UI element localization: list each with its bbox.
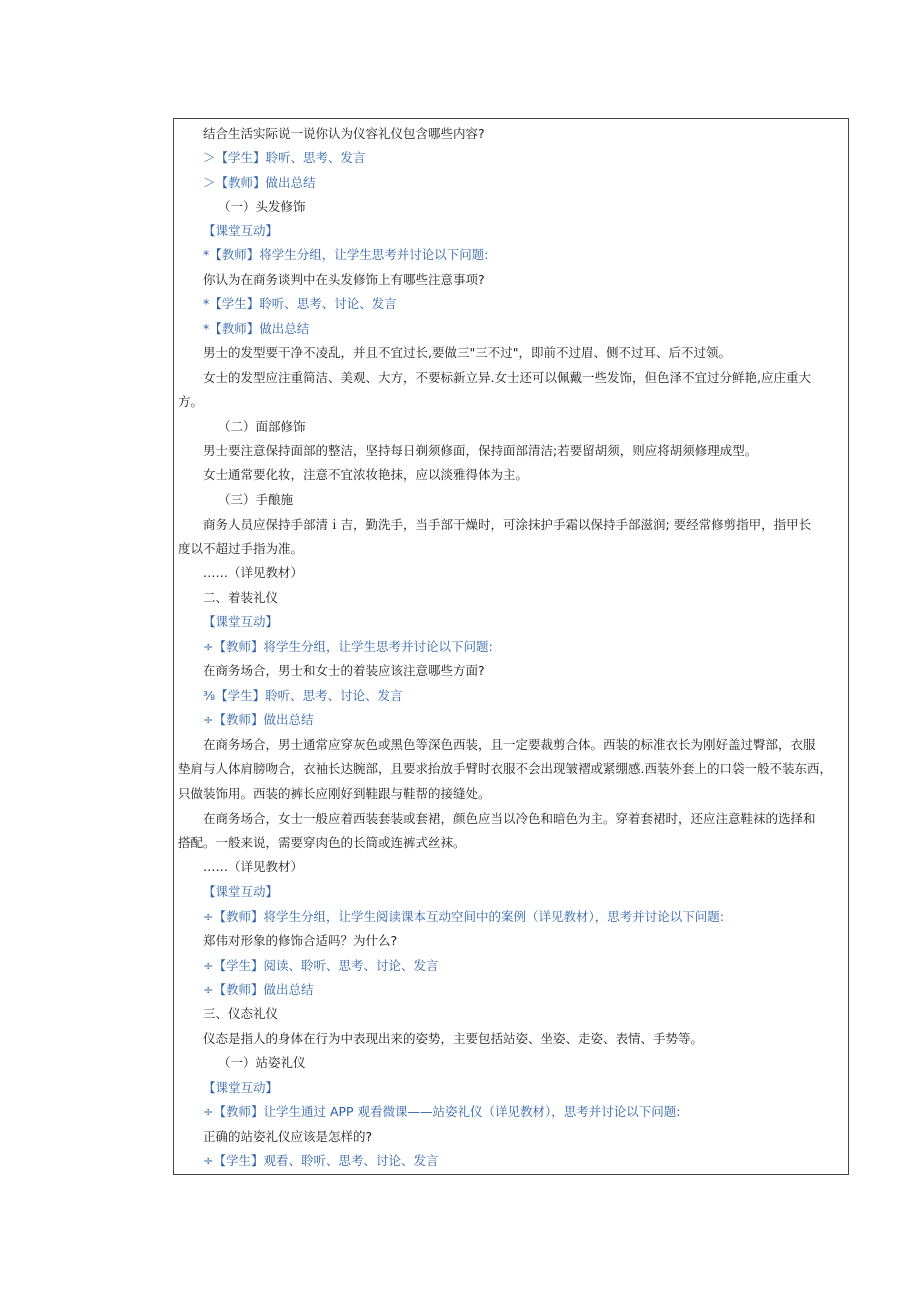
text-line: 搭配。一般来说，需要穿肉色的长筒或连裤式丝袜。 (178, 835, 466, 850)
text-line: ÷【教师】将学生分组，让学生阅读课本互动空间中的案例（详见教材），思考并讨论以下问题: (203, 909, 724, 924)
text-line: 垫肩与人体肩膀吻合，衣袖长达腕部，且要求抬放手臂时衣服不会出现皱褶或紧绷感.西装外套上的口袋一般不装东西， (178, 761, 832, 776)
text-line: 在商务场合，男士和女士的着装应该注意哪些方面? (203, 663, 485, 678)
text-line: 你认为在商务谈判中在头发修饰上有哪些注意事项? (203, 272, 485, 287)
text-line: 在商务场合，女士一般应着西装套装或套裙，颜色应当以冷色和暗色为主。穿着套裙时，还应注意鞋袜的选择和 (203, 811, 816, 826)
text-line: ÷【学生】阅读、聆听、思考、讨论、发言 (203, 958, 439, 973)
text-line: （三）手酿施 (218, 492, 294, 507)
text-line: 度以不超过手指为准。 (178, 541, 304, 556)
text-line: ……（详见教材） (203, 859, 304, 874)
text-line: 二、着装礼仪 (203, 590, 279, 605)
text-line: 结合生活实际说一说你认为仪容礼仪包含哪些内容? (203, 126, 485, 141)
text-line: ÷【教师】做出总结 (203, 712, 314, 727)
text-line: 【课堂互动】 (203, 223, 279, 238)
text-line: 男士的发型要干净不凌乱，并且不宜过长,要做三"三不过"，即前不过眉、侧不过耳、后不过领。 (203, 345, 731, 360)
text-line: ⅜【学生】聆听、思考、讨论、发言 (203, 688, 403, 703)
text-line: 仪态是指人的身体在行为中表现出来的姿势，主要包括站姿、坐姿、走姿、表情、手势等。 (203, 1031, 704, 1046)
text-line: ÷【教师】做出总结 (203, 982, 314, 997)
text-line: ＞【学生】聆听、思考、发言 (203, 150, 366, 165)
text-line: 正确的站姿礼仪应该是怎样的? (203, 1129, 373, 1144)
text-line: 三、仪态礼仪 (203, 1006, 279, 1021)
text-line: ＞【教师】做出总结 (203, 175, 316, 190)
text-line: ……（详见教材） (203, 565, 304, 580)
text-line: 商务人员应保持手部清ｉ吉，勤洗手，当手部干燥时，可涂抹护手霜以保持手部滋润; 要经常修剪指甲，指甲长 (203, 517, 812, 532)
text-line: ÷【教师】让学生通过 APP 观看微课——站姿礼仪（详见教材），思考并讨论以下问题: (203, 1104, 681, 1119)
text-line: （一）头发修饰 (218, 199, 306, 214)
text-line: 郑伟对形象的修饰合适吗？为什么? (203, 933, 398, 948)
text-line: 男士要注意保持面部的整洁，坚持每日剃须修面，保持面部清洁;若要留胡须，则应将胡须修理成型。 (203, 443, 758, 458)
text-line: 【课堂互动】 (203, 884, 279, 899)
text-line: 方。 (178, 394, 204, 409)
text-line: *【教师】将学生分组，让学生思考并讨论以下问题: (203, 247, 489, 262)
text-line: 只做装饰用。西装的裤长应刚好到鞋跟与鞋帮的接缝处。 (178, 786, 491, 801)
text-line: ÷【教师】将学生分组，让学生思考并讨论以下问题: (203, 639, 493, 654)
text-line: （一）站姿礼仪 (218, 1055, 306, 1070)
text-line: ÷【学生】观看、聆听、思考、讨论、发言 (203, 1153, 439, 1168)
text-line: 女士的发型应注重简洁、美观、大方，不要标新立异.女士还可以佩戴一些发饰，但色泽不宜过分鲜艳,应庄重大 (203, 370, 811, 385)
text-line: 女士通常要化妆，注意不宜浓妆艳抹，应以淡雅得体为主。 (203, 467, 529, 482)
text-line: *【学生】聆听、思考、讨论、发言 (203, 296, 397, 311)
text-line: （二）面部修饰 (218, 419, 306, 434)
text-line: 在商务场合，男士通常应穿灰色或黑色等深色西装，且一定要裁剪合体。西装的标准衣长为刚好盖过臀部，衣服 (203, 737, 816, 752)
text-line: 【课堂互动】 (203, 1080, 279, 1095)
text-line: *【教师】做出总结 (203, 321, 310, 336)
text-line: 【课堂互动】 (203, 614, 279, 629)
